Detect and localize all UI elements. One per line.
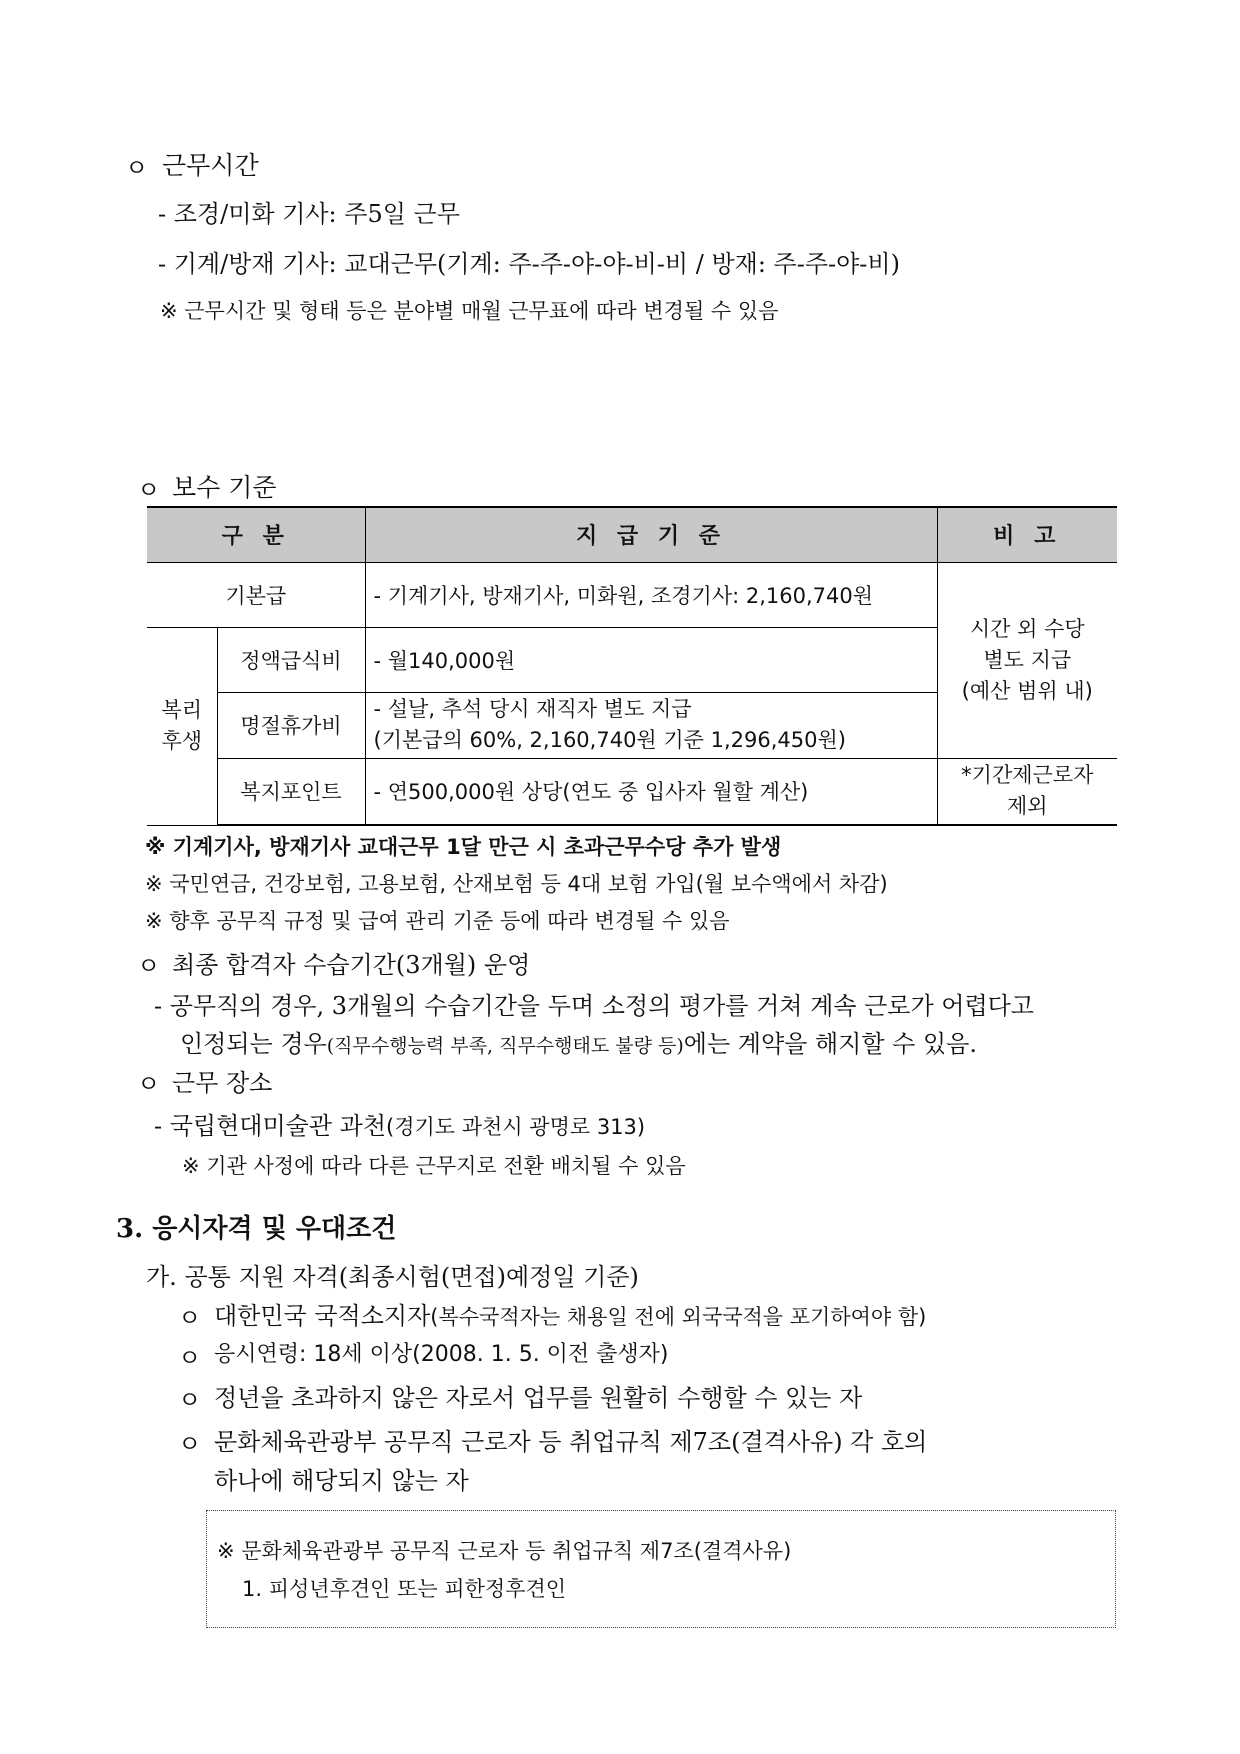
bullet: ㅇ xyxy=(137,476,161,504)
pay-heading: 보수 기준 xyxy=(172,473,277,502)
probation-heading: 최종 합격자 수습기간(3개월) 운영 xyxy=(172,951,531,979)
point-remark: *기간제근로자 제외 xyxy=(937,758,1117,825)
work-hours-item: - 조경/미화 기사: 주5일 근무 xyxy=(158,200,460,228)
location-heading: 근무 장소 xyxy=(172,1069,273,1097)
point-label: 복지포인트 xyxy=(217,758,365,825)
holiday-value: - 설날, 추석 당시 재직자 별도 지급 (기본급의 60%, 2,160,740원 기준 1,296,450원) xyxy=(365,692,937,758)
base-pay-value: - 기계기사, 방재기사, 미화원, 조경기사: 2,160,740원 xyxy=(365,562,937,627)
remark-overtime: 시간 외 수당 별도 지급 (예산 범위 내) xyxy=(937,562,1117,758)
pay-note: ※ 향후 공무직 규정 및 급여 관리 기준 등에 따라 변경될 수 있음 xyxy=(145,909,730,933)
base-pay-label: 기본급 xyxy=(147,562,365,627)
section-subtitle: 가. 공통 지원 자격(최종시험(면접)예정일 기준) xyxy=(146,1263,639,1291)
header-category: 구 분 xyxy=(147,507,365,562)
header-criteria: 지 급 기 준 xyxy=(365,507,937,562)
location-item: - 국립현대미술관 과천(경기도 과천시 광명로 313) xyxy=(154,1112,646,1140)
bullet: ㅇ xyxy=(125,154,149,182)
header-remark: 비 고 xyxy=(937,507,1117,562)
point-value: - 연500,000원 상당(연도 중 입사자 월할 계산) xyxy=(365,758,937,825)
qualification-item: 응시연령: 18세 이상(2008. 1. 5. 이전 출생자) xyxy=(214,1342,669,1367)
bullet: ㅇ xyxy=(137,952,161,980)
probation-line: - 공무직의 경우, 3개월의 수습기간을 두며 소정의 평가를 거쳐 계속 근로가 어렵다고 xyxy=(154,992,1034,1020)
welfare-label: 복리 후생 xyxy=(147,627,217,825)
qualification-item: 대한민국 국적소지자(복수국적자는 채용일 전에 외국국적을 포기하여야 함) xyxy=(214,1302,927,1330)
probation-line: 인정되는 경우(직무수행능력 부족, 직무수행태도 불량 등)에는 계약을 해지할 수 있음. xyxy=(180,1030,977,1058)
disqualification-box xyxy=(206,1510,1116,1628)
location-note: ※ 기관 사정에 따라 다른 근무지로 전환 배치될 수 있음 xyxy=(182,1154,686,1178)
table-row xyxy=(147,758,1117,825)
box-title: ※ 문화체육관광부 공무직 근로자 등 취업규칙 제7조(결격사유) xyxy=(217,1539,792,1563)
table-row xyxy=(147,562,1117,627)
bullet: ㅇ xyxy=(178,1344,202,1372)
work-hours-note: ※ 근무시간 및 형태 등은 분야별 매월 근무표에 따라 변경될 수 있음 xyxy=(160,299,779,323)
meal-label: 정액급식비 xyxy=(217,627,365,692)
qualification-item-cont: 하나에 해당되지 않는 자 xyxy=(214,1467,469,1495)
box-item: 1. 피성년후견인 또는 피한정후견인 xyxy=(242,1577,567,1601)
pay-note: ※ 기계기사, 방재기사 교대근무 1달 만근 시 초과근무수당 추가 발생 xyxy=(145,835,782,859)
table-header-row xyxy=(147,507,1117,562)
qualification-item: 정년을 초과하지 않은 자로서 업무를 원활히 수행할 수 있는 자 xyxy=(214,1384,863,1412)
work-hours-item: - 기계/방재 기사: 교대근무(기계: 주-주-야-야-비-비 / 방재: 주-주-야-비) xyxy=(158,250,900,278)
pay-note: ※ 국민연금, 건강보험, 고용보험, 산재보험 등 4대 보험 가입(월 보수액에서 차감) xyxy=(145,872,888,896)
qualification-item: 문화체육관광부 공무직 근로자 등 취업규칙 제7조(결격사유) 각 호의 xyxy=(214,1428,928,1456)
section-title: 3. 응시자격 및 우대조건 xyxy=(116,1214,397,1244)
holiday-label: 명절휴가비 xyxy=(217,692,365,758)
work-hours-heading: 근무시간 xyxy=(162,151,259,180)
bullet: ㅇ xyxy=(178,1430,202,1458)
bullet: ㅇ xyxy=(137,1070,161,1098)
bullet: ㅇ xyxy=(178,1386,202,1414)
bullet: ㅇ xyxy=(178,1304,202,1332)
meal-value: - 월140,000원 xyxy=(365,627,937,692)
pay-table xyxy=(147,506,1117,826)
